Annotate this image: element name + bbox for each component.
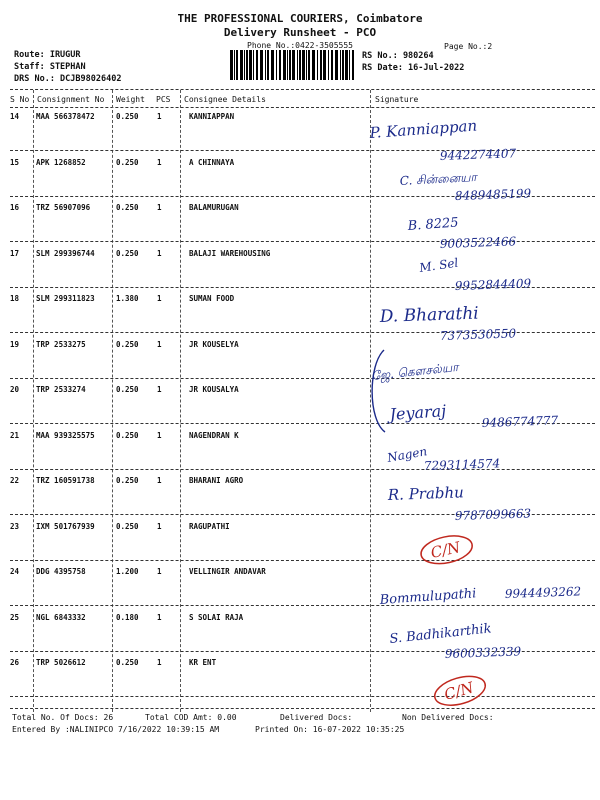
col-signature: Signature [375, 95, 419, 104]
row-sno: 22 [10, 476, 20, 485]
delivered-docs: Delivered Docs: [280, 713, 353, 722]
barcode-bar [345, 50, 348, 80]
row-weight: 0.250 [116, 521, 139, 531]
barcode-bar [317, 50, 318, 80]
signature-name: C/N [442, 678, 476, 704]
row-weight: 1.380 [116, 294, 139, 303]
barcode-bar [349, 50, 350, 80]
barcode-bar [308, 50, 310, 80]
signature-phone: 9486774777 [481, 413, 559, 430]
row-consignee: BHARANI AGRO [189, 476, 244, 485]
barcode-bar [265, 50, 266, 80]
barcode-bar [236, 50, 238, 80]
row-consignee: JR KOUSELYA [189, 339, 239, 349]
table-row [0, 112, 600, 158]
barcode-bar [340, 50, 341, 80]
row-consignment: APK 1268852 [36, 157, 86, 167]
total-docs: Total No. Of Docs: 26 [12, 713, 114, 722]
table-row [0, 249, 600, 295]
barcode-bar [240, 50, 243, 80]
row-weight: 0.250 [116, 112, 139, 121]
barcode-bar [246, 50, 248, 80]
row-rule [10, 423, 595, 424]
signature-name: Jeyaraj [388, 401, 447, 424]
row-pcs: 1 [157, 521, 162, 531]
table-row [0, 476, 600, 522]
row-consignment: SLM 299311823 [36, 294, 95, 303]
signature-phone: 7293114574 [423, 456, 501, 473]
row-weight: 0.250 [116, 658, 139, 667]
row-rule [10, 651, 595, 652]
row-pcs: 1 [157, 112, 162, 121]
barcode-bar [230, 50, 233, 80]
row-consignment: SLM 299396744 [36, 248, 95, 258]
row-consignment: IXM 501767939 [36, 521, 95, 531]
barcode-bar [253, 50, 254, 80]
signature-name: ஜே. கௌசல்யா [370, 359, 460, 383]
table-row [0, 203, 600, 249]
row-pcs: 1 [157, 157, 162, 167]
row-consignee: NAGENDRAN K [189, 430, 239, 440]
signature-name: M. Sel [418, 255, 460, 275]
row-sno: 20 [10, 385, 20, 394]
non-delivered-docs: Non Delivered Docs: [402, 713, 494, 722]
row-pcs: 1 [157, 203, 162, 212]
row-consignee: S SOLAI RAJA [189, 612, 244, 622]
row-weight: 0.250 [116, 476, 139, 485]
barcode-bar [302, 50, 305, 80]
barcode-bar [249, 50, 252, 80]
row-pcs: 1 [157, 248, 162, 258]
row-pcs: 1 [157, 658, 162, 667]
company-title: THE PROFESSIONAL COURIERS, Coimbatore [177, 12, 423, 25]
barcode-bar [279, 50, 281, 80]
row-rule [10, 514, 595, 515]
row-consignee: VELLINGIR ANDAVAR [189, 567, 266, 576]
drs-number: DRS No.: DCJB98026402 [14, 74, 122, 84]
signature-name: P. Kanniappan [369, 116, 478, 142]
row-pcs: 1 [157, 612, 162, 622]
barcode-bar [289, 50, 291, 80]
signature-phone: 8489485199 [454, 186, 532, 203]
barcode-bar [328, 50, 329, 80]
row-sno: 14 [10, 112, 20, 121]
signature-name: S. Badhikarthik [388, 621, 493, 647]
barcode-bar [342, 50, 344, 80]
signature-phone: 9600332339 [444, 644, 522, 661]
total-cod: Total COD Amt: 0.00 [145, 713, 237, 722]
barcode-bar [276, 50, 277, 80]
row-weight: 0.250 [116, 385, 139, 394]
barcode-bar [352, 50, 354, 80]
row-rule [10, 696, 595, 697]
signature-phone: 9003522466 [439, 234, 517, 251]
table-row [0, 431, 600, 477]
row-pcs: 1 [157, 339, 162, 349]
col-pcs: PCS [156, 95, 171, 104]
barcode-bar [260, 50, 263, 80]
signature-name: B. 8225 [407, 215, 460, 234]
row-consignee: A CHINNAYA [189, 157, 235, 167]
row-weight: 0.250 [116, 203, 139, 212]
row-consignee: BALAMURUGAN [189, 203, 239, 212]
table-row [0, 567, 600, 613]
signature-name: Bommulupathi [379, 586, 477, 608]
signature-phone: 9787099663 [454, 506, 532, 523]
footer-rule [10, 708, 595, 709]
col-weight: Weight [116, 95, 145, 104]
route: Route: IRUGUR [14, 50, 81, 60]
row-rule [10, 469, 595, 470]
row-sno: 23 [10, 521, 20, 531]
row-consignment: DDG 4395758 [36, 567, 86, 576]
table-row [0, 158, 600, 204]
row-weight: 0.180 [116, 612, 139, 622]
row-pcs: 1 [157, 385, 162, 394]
row-sno: 17 [10, 248, 20, 258]
row-rule [10, 196, 595, 197]
barcode-bar [331, 50, 333, 80]
signature-phone: 7373530550 [439, 326, 517, 343]
barcode-bar [323, 50, 326, 80]
page-number: Page No.:2 [444, 42, 493, 51]
row-weight: 0.250 [116, 430, 139, 440]
row-rule [10, 605, 595, 606]
row-consignment: TRP 2533275 [36, 339, 86, 349]
table-row [0, 340, 600, 386]
table-row [0, 294, 600, 340]
row-consignment: TRZ 160591738 [36, 476, 95, 485]
signature-name: R. Prabhu [387, 483, 465, 504]
row-rule [10, 241, 595, 242]
table-row [0, 658, 600, 704]
barcode-bar [292, 50, 295, 80]
row-sno: 19 [10, 339, 20, 349]
barcode-bar [271, 50, 274, 80]
row-consignee: KANNIAPPAN [189, 112, 235, 121]
printed-on: Printed On: 16-07-2022 10:35:25 [255, 725, 405, 734]
row-pcs: 1 [157, 476, 162, 485]
rs-date: RS Date: 16-Jul-2022 [362, 63, 465, 73]
row-weight: 1.200 [116, 567, 139, 576]
row-consignment: MAA 939325575 [36, 430, 95, 440]
barcode-bar [283, 50, 286, 80]
row-consignment: NGL 6843332 [36, 612, 86, 622]
row-sno: 25 [10, 612, 20, 622]
row-rule [10, 150, 595, 151]
col-consignee: Consignee Details [184, 95, 266, 104]
barcode-bar [267, 50, 269, 80]
row-sno: 21 [10, 430, 20, 440]
signature-phone: 9442274407 [439, 146, 517, 163]
barcode-bar [320, 50, 322, 80]
row-rule [10, 378, 595, 379]
col-consignment: Consignment No [37, 95, 105, 104]
entered-by: Entered By :NALINIPCO 7/16/2022 10:39:15 AM [12, 725, 220, 734]
signature-name: C. சின்னையா [399, 169, 478, 188]
row-consignee: KR ENT [189, 658, 217, 667]
row-weight: 0.250 [116, 339, 139, 349]
col-sno: S No [10, 95, 30, 104]
rs-number: RS No.: 980264 [362, 51, 434, 61]
barcode-bar [234, 50, 235, 80]
phone-number: Phone No.:0422-3505555 [247, 41, 353, 50]
signature-name: D. Bharathi [379, 303, 480, 327]
row-consignment: MAA 566378472 [36, 112, 95, 121]
row-consignment: TRZ 56907096 [36, 203, 91, 212]
staff: Staff: STEPHAN [14, 62, 86, 72]
barcode-bar [244, 50, 245, 80]
barcode-bar [312, 50, 315, 80]
row-sno: 24 [10, 567, 20, 576]
table-row [0, 613, 600, 659]
row-weight: 0.250 [116, 248, 139, 258]
table-row [0, 385, 600, 431]
row-weight: 0.250 [116, 157, 139, 167]
signature-phone: 9944493262 [504, 584, 582, 601]
row-sno: 18 [10, 294, 20, 303]
row-rule [10, 287, 595, 288]
row-pcs: 1 [157, 294, 162, 303]
barcode-bar [335, 50, 338, 80]
header-rule-top [10, 89, 595, 90]
row-consignee: BALAJI WAREHOUSING [189, 248, 271, 258]
row-pcs: 1 [157, 430, 162, 440]
barcode-bar [256, 50, 258, 80]
row-pcs: 1 [157, 567, 162, 576]
row-consignment: TRP 2533274 [36, 385, 86, 394]
row-sno: 16 [10, 203, 20, 212]
row-rule [10, 560, 595, 561]
signature-phone: 9952844409 [454, 276, 532, 293]
barcode-bar [306, 50, 307, 80]
row-consignee: SUMAN FOOD [189, 294, 235, 303]
table-row [0, 522, 600, 568]
barcode-bar [287, 50, 288, 80]
signature-name: C/N [429, 538, 462, 562]
runsheet-title: Delivery Runsheet - PCO [223, 26, 377, 39]
header-rule-bottom [10, 107, 595, 108]
barcode-bar [299, 50, 301, 80]
row-consignee: RAGUPATHI [189, 521, 230, 531]
barcode [230, 50, 355, 80]
signature-name: Nagen [386, 444, 429, 465]
row-sno: 26 [10, 658, 20, 667]
row-consignee: JR KOUSALYA [189, 385, 239, 394]
row-sno: 15 [10, 157, 20, 167]
barcode-bar [297, 50, 298, 80]
row-consignment: TRP 5026612 [36, 658, 86, 667]
row-rule [10, 332, 595, 333]
